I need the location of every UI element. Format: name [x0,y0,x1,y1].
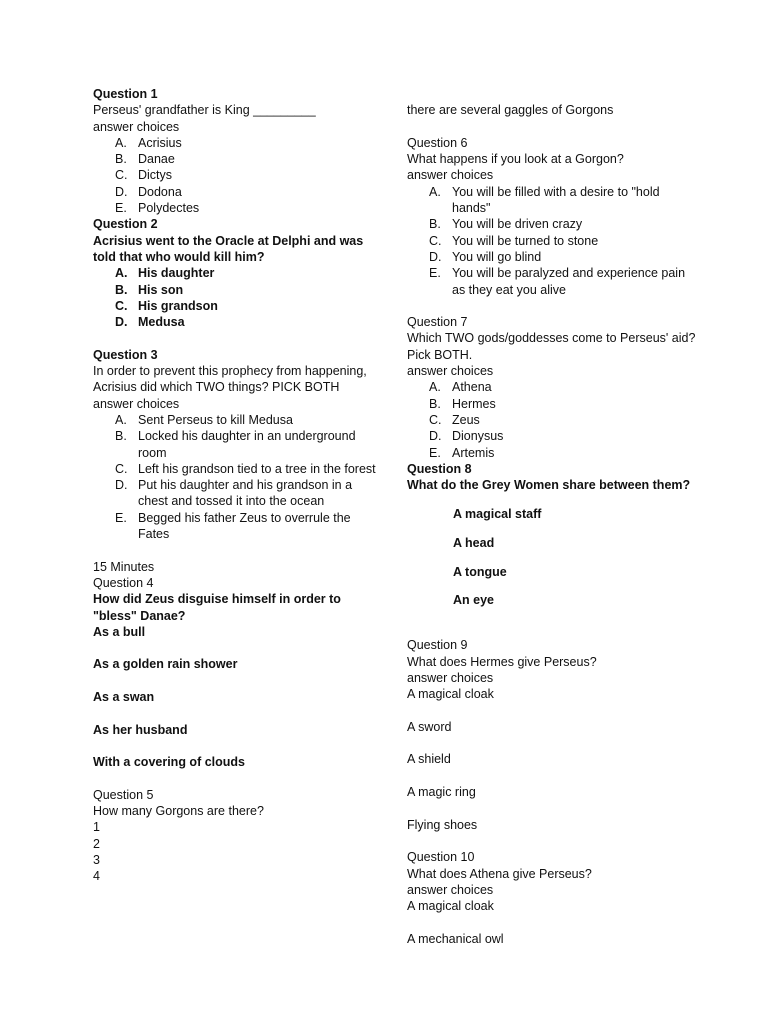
question-label: Question 10 [407,850,475,865]
question-label: Question 9 [407,638,468,653]
option-c[interactable]: C. Zeus [429,412,480,427]
option-list [93,265,378,330]
question-label: Question 3 [93,347,158,362]
question-7 [407,314,697,461]
option-2[interactable]: As a golden rain shower [93,657,238,672]
option-a[interactable]: A. Sent Perseus to kill Medusa [115,412,293,427]
option-list [407,184,697,298]
option-list [93,412,378,542]
option-c[interactable]: C. Left his grandson tied to a tree in the forest [115,461,376,476]
answer-choices-label: answer choices [93,396,180,411]
option-c[interactable]: C. His grandson [115,298,218,313]
option-4[interactable]: A magic ring [407,785,476,800]
option-2[interactable]: A mechanical owl [407,931,504,946]
right-column [407,86,697,947]
question-9 [407,637,697,833]
option-list [93,135,378,216]
question-text: How did Zeus disguise himself in order to "bless" Danae? [93,592,341,623]
question-label: Question 5 [93,787,154,802]
option-5[interactable]: Flying shoes [407,817,478,832]
option-5[interactable]: With a covering of clouds [93,755,245,770]
question-label: Question 6 [407,135,468,150]
question-text: Which TWO gods/goddesses come to Perseus' aid? Pick BOTH. [407,331,696,362]
timer-text: 15 Minutes [93,559,155,574]
spacer [407,621,697,637]
option-4[interactable]: An eye [453,593,494,608]
answer-choices-label: answer choices [407,168,494,183]
question-10 [407,849,697,947]
spacer [93,330,378,346]
option-2[interactable]: A head [453,535,495,550]
option-1[interactable]: A magical cloak [407,899,494,914]
question-2 [93,216,378,330]
option-e[interactable]: E. Artemis [429,445,495,460]
answer-choices-label: answer choices [407,364,494,379]
question-label: Question 8 [407,461,472,476]
question-text: What does Hermes give Perseus? [407,654,597,669]
question-6 [407,135,697,298]
option-d[interactable]: D. Put his daughter and his grandson in a chest and tossed it into the ocean [115,478,353,509]
answer-choices-label: answer choices [93,119,180,134]
option-c[interactable]: C. Dictys [115,168,173,183]
option-3[interactable]: As a swan [93,689,155,704]
question-8 [407,461,697,609]
option-3[interactable]: A shield [407,752,451,767]
question-text: What do the Grey Women share between them? [407,478,691,493]
option-1[interactable]: 1 [93,820,100,835]
option-e[interactable]: E. You will be paralyzed and experience pain as they eat you alive [429,266,686,297]
spacer [407,298,697,314]
answer-choices-label: answer choices [407,882,494,897]
question-label: Question 2 [93,217,158,232]
option-a[interactable]: A. Acrisius [115,135,182,150]
option-b[interactable]: B. Locked his daughter in an underground room [115,429,356,460]
option-b[interactable]: B. You will be driven crazy [429,217,583,232]
spacer [93,770,378,786]
option-e[interactable]: E. Polydectes [115,201,200,216]
question-text: What happens if you look at a Gorgon? [407,152,624,167]
option-d[interactable]: D. Dionysus [429,429,504,444]
option-d[interactable]: D. Medusa [115,315,185,330]
spacer [407,833,697,849]
option-a[interactable]: A. Athena [429,380,492,395]
question-text: Perseus' grandfather is King _________ [93,103,316,118]
answer-choices-label: answer choices [407,671,494,685]
question-text: Acrisius went to the Oracle at Delphi and was told that who would kill him? [93,233,364,264]
option-1[interactable]: A magical staff [453,506,542,521]
question-3 [93,347,378,543]
option-4[interactable]: 4 [93,869,100,884]
question-text: What does Athena give Perseus? [407,866,592,881]
question-label: Question 4 [93,575,154,590]
option-d[interactable]: D. Dodona [115,184,182,199]
question-text: In order to prevent this prophecy from happening, Acrisius did which TWO things? PICK BOTH [93,364,367,395]
question-text: How many Gorgons are there? [93,804,264,819]
option-list [407,379,697,460]
option-3[interactable]: A tongue [453,564,507,579]
option-d[interactable]: D. You will go blind [429,249,542,264]
option-3[interactable]: 3 [93,852,100,867]
question-5 [93,787,378,885]
spacer [93,542,378,558]
question-4 [93,575,378,771]
option-a[interactable]: A. His daughter [115,266,215,281]
option-2[interactable]: A sword [407,719,452,734]
option-2[interactable]: 2 [93,836,100,851]
question-5-continued-option[interactable]: there are several gaggles of Gorgons [407,103,614,118]
option-b[interactable]: B. Hermes [429,396,496,411]
option-b[interactable]: B. His son [115,282,184,297]
option-b[interactable]: B. Danae [115,152,175,167]
option-1[interactable]: A magical cloak [407,687,494,702]
option-e[interactable]: E. Begged his father Zeus to overrule the Fates [115,510,351,542]
question-label: Question 7 [407,315,468,330]
option-a[interactable]: A. You will be filled with a desire to "hold hands" [429,184,660,216]
question-label: Question 1 [93,87,158,101]
option-4[interactable]: As her husband [93,722,188,737]
left-column [93,86,378,885]
option-c[interactable]: C. You will be turned to stone [429,233,599,248]
question-1 [93,86,378,216]
option-1[interactable]: As a bull [93,624,146,639]
